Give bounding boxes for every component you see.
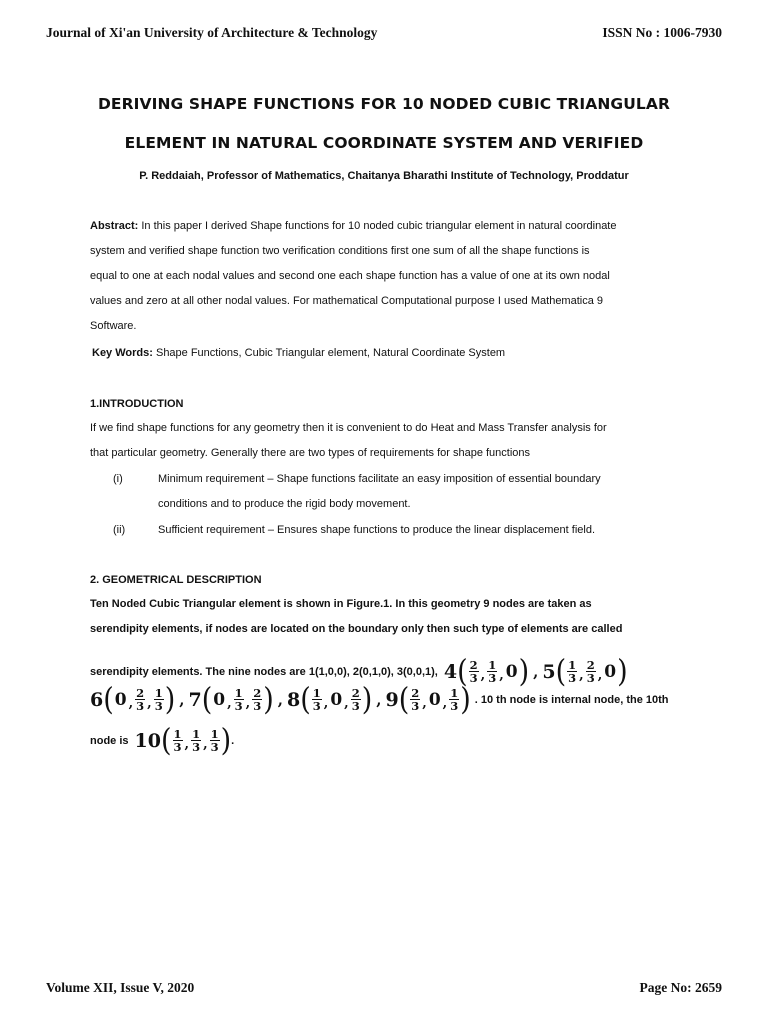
abstract-line-3: equal to one at each nodal values and second one each shape function has a value of one at its own nodal <box>90 270 610 282</box>
nodes-line-2: 6 ( 0 , $\frac{2}{3}$ , $\frac{1}{3}$ ) , 7 ( 0 , $\frac{1}{3}$ , $\frac{2}{3}$ ) , 8 ( $\frac{1}{3}$ , 0 , $\frac{2}{3}$ ) , 9 ( $\frac{2}{3}$ , 0 , $\frac{1}{3}$ ) . 10 th node is internal node, the 10th <box>90 681 669 718</box>
intro-item-1: Minimum requirement – Shape functions facilitate an easy imposition of essential boundary conditions and to produce the rigid body movement. <box>158 473 601 510</box>
intro-paragraph <box>90 416 607 466</box>
geom-line-2: serendipity elements, if nodes are located on the boundary only then such type of elements are called <box>90 623 623 635</box>
geom-line-1: Ten Noded Cubic Triangular element is shown in Figure.1. In this geometry 9 nodes are taken as <box>90 598 592 610</box>
nodes-prefix: serendipity elements. The nine nodes are 1(1,0,0), 2(0,1,0), 3(0,0,1), <box>90 665 438 678</box>
paper-title-line-2: ELEMENT IN NATURAL COORDINATE SYSTEM AND VERIFIED <box>124 134 644 152</box>
abstract-line-1: Abstract: In this paper I derived Shape functions for 10 noded cubic triangular element in natural coordinate <box>90 220 617 232</box>
issn: ISSN No : 1006-7930 <box>602 25 722 40</box>
abstract-line-5: Software. <box>90 320 137 332</box>
node-is-text: node is <box>90 734 129 747</box>
node-8-math: 8 ( $\frac{1}{3}$ , 0 , $\frac{2}{3}$ ) <box>287 681 373 718</box>
paper-title-line-1: DERIVING SHAPE FUNCTIONS FOR 10 NODED CUBIC TRIANGULAR <box>97 95 671 113</box>
intro-line-2: that particular geometry. Generally there are two types of requirements for shape functions <box>90 447 531 459</box>
keywords-label: Key Words: <box>92 347 153 359</box>
abstract <box>90 214 617 339</box>
intro-line-1: If we find shape functions for any geometry then it is convenient to do Heat and Mass Transfer analysis for <box>90 422 607 434</box>
geom-heading: 2. GEOMETRICAL DESCRIPTION <box>90 574 262 586</box>
abstract-label: Abstract: <box>90 220 139 232</box>
nodes-end: . <box>231 734 235 747</box>
intro-item-2-marker: (ii) <box>113 524 126 536</box>
footer-volume: Volume XII, Issue V, 2020 <box>46 980 195 995</box>
node-4-math: 4 ( $\frac{2}{3}$ , $\frac{1}{3}$ , 0 ) <box>443 653 530 690</box>
internal-node-text: . 10 th node is internal node, the 10th <box>474 693 669 706</box>
node-9-math: 9 ( $\frac{2}{3}$ , 0 , $\frac{1}{3}$ ) <box>385 681 471 718</box>
intro-heading: 1.INTRODUCTION <box>90 398 184 410</box>
node-7-math: 7 ( 0 , $\frac{1}{3}$ , $\frac{2}{3}$ ) <box>188 681 274 718</box>
author-line: P. Reddaiah, Professor of Mathematics, Chaitanya Bharathi Institute of Technology, Proddatur <box>139 170 629 182</box>
journal-name: Journal of Xi'an University of Architecture & Technology <box>46 25 378 40</box>
abstract-line-2: system and verified shape function two verification conditions first one sum of all the shape functions is <box>90 245 590 257</box>
footer-page-number: Page No: 2659 <box>639 980 722 995</box>
intro-item-1-marker: (i) <box>113 473 123 485</box>
intro-item-2: Sufficient requirement – Ensures shape functions to produce the linear displacement field. <box>158 524 595 536</box>
nodes-line-1: serendipity elements. The nine nodes are 1(1,0,0), 2(0,1,0), 3(0,0,1), 4 ( $\frac{2}{3}$ , $\frac{1}{3}$ , 0 ) , 5 ( $\frac{1}{3}$ , $\frac{2}{3}$ , 0 ) <box>90 653 628 690</box>
abstract-line-4: values and zero at all other nodal values. For mathematical Computational purpose I used Mathematica 9 <box>90 295 604 307</box>
node-6-math: 6 ( 0 , $\frac{2}{3}$ , $\frac{1}{3}$ ) <box>90 681 176 718</box>
node-5-math: 5 ( $\frac{1}{3}$ , $\frac{2}{3}$ , 0 ) <box>542 653 628 690</box>
nodes-line-3 <box>90 722 235 759</box>
geom-paragraph <box>90 592 622 642</box>
keywords: Key Words: Shape Functions, Cubic Triangular element, Natural Coordinate System <box>92 347 506 359</box>
node-10-math: 10 ( $\frac{1}{3}$ , $\frac{1}{3}$ , $\frac{1}{3}$ ) <box>134 722 232 759</box>
